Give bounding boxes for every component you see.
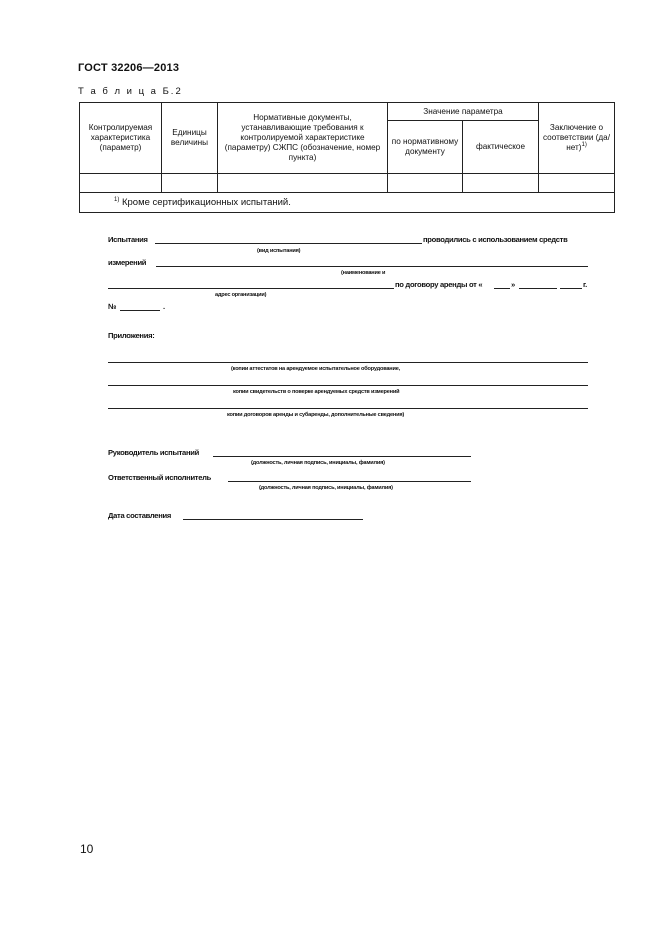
measurements-field[interactable] <box>156 266 588 267</box>
document-code: ГОСТ 32206—2013 <box>78 62 180 74</box>
header-by-normative: по нормативному документу <box>388 121 463 174</box>
lease-month-field[interactable] <box>519 288 557 289</box>
table-cell[interactable] <box>80 174 162 193</box>
table-footnote <box>80 193 615 213</box>
appendix-field-3[interactable] <box>108 408 588 409</box>
lease-day-field[interactable] <box>494 288 510 289</box>
parameters-table <box>79 102 615 213</box>
table-footnote-row <box>80 193 615 213</box>
conclusion-footnote-mark: 1) <box>581 142 587 148</box>
lease-year-label: г. <box>583 280 587 289</box>
number-label: № <box>108 302 117 311</box>
footnote-text: Кроме сертификационных испытаний. <box>121 196 291 208</box>
appendix-field-2[interactable] <box>108 385 588 386</box>
measurements-label: измерений <box>108 258 147 267</box>
number-field[interactable] <box>120 310 160 311</box>
table-cell[interactable] <box>218 174 388 193</box>
table-title: Т а б л и ц а Б.2 <box>78 86 183 97</box>
date-label: Дата составления <box>108 511 172 520</box>
tests-hint: (вид испытания) <box>257 248 301 254</box>
organization-field[interactable] <box>108 288 394 289</box>
appendix-field-1[interactable] <box>108 362 588 363</box>
table-cell[interactable] <box>388 174 463 193</box>
header-characteristic: Контролируемая характеристика (параметр) <box>80 103 162 174</box>
responsible-label: Ответственный исполнитель <box>108 473 212 482</box>
appendices-label: Приложения: <box>108 331 155 340</box>
header-normative-docs: Нормативные документы, устанавливающие требования к контролируемой характеристике (параметру) СЖПС (обозначение, номер пункта) <box>218 103 388 174</box>
tests-type-field[interactable] <box>155 243 422 244</box>
header-units: Единицы величины <box>162 103 218 174</box>
responsible-hint: (должность, личная подпись, инициалы, фамилия) <box>259 485 393 491</box>
header-actual: фактическое <box>463 121 539 174</box>
tests-label: Испытания <box>108 235 148 244</box>
table-cell[interactable] <box>162 174 218 193</box>
head-of-tests-hint: (должность, личная подпись, инициалы, фамилия) <box>251 460 385 466</box>
tests-suffix: проводились с использованием средств <box>423 235 568 244</box>
lease-year-field[interactable] <box>560 288 582 289</box>
head-of-tests-label: Руководитель испытаний <box>108 448 199 457</box>
date-field[interactable] <box>183 519 363 520</box>
number-end: . <box>163 302 165 311</box>
org-hint: (наименование и <box>341 270 386 276</box>
page-number: 10 <box>80 842 94 856</box>
footnote-mark: 1) <box>114 196 120 203</box>
appendix-hint-1: (копии аттестатов на арендуемое испытательное оборудование, <box>231 366 400 372</box>
responsible-field[interactable] <box>228 481 471 482</box>
appendix-hint-3: копии договоров аренды и субаренды, дополнительные сведения) <box>227 412 405 418</box>
table-row <box>80 174 615 193</box>
table-cell[interactable] <box>539 174 615 193</box>
head-of-tests-field[interactable] <box>213 456 471 457</box>
header-param-value: Значение параметра <box>388 103 539 121</box>
org-address-hint: адрес организации) <box>215 292 267 298</box>
appendix-hint-2: копии свидетельств о поверке арендуемых средств измерений <box>233 389 400 395</box>
lease-text: по договору аренды от « <box>395 280 483 289</box>
header-conclusion: Заключение о соответствии $(да/нет)^{1)}$ <box>539 103 615 174</box>
lease-close: » <box>511 280 515 289</box>
table-cell[interactable] <box>463 174 539 193</box>
